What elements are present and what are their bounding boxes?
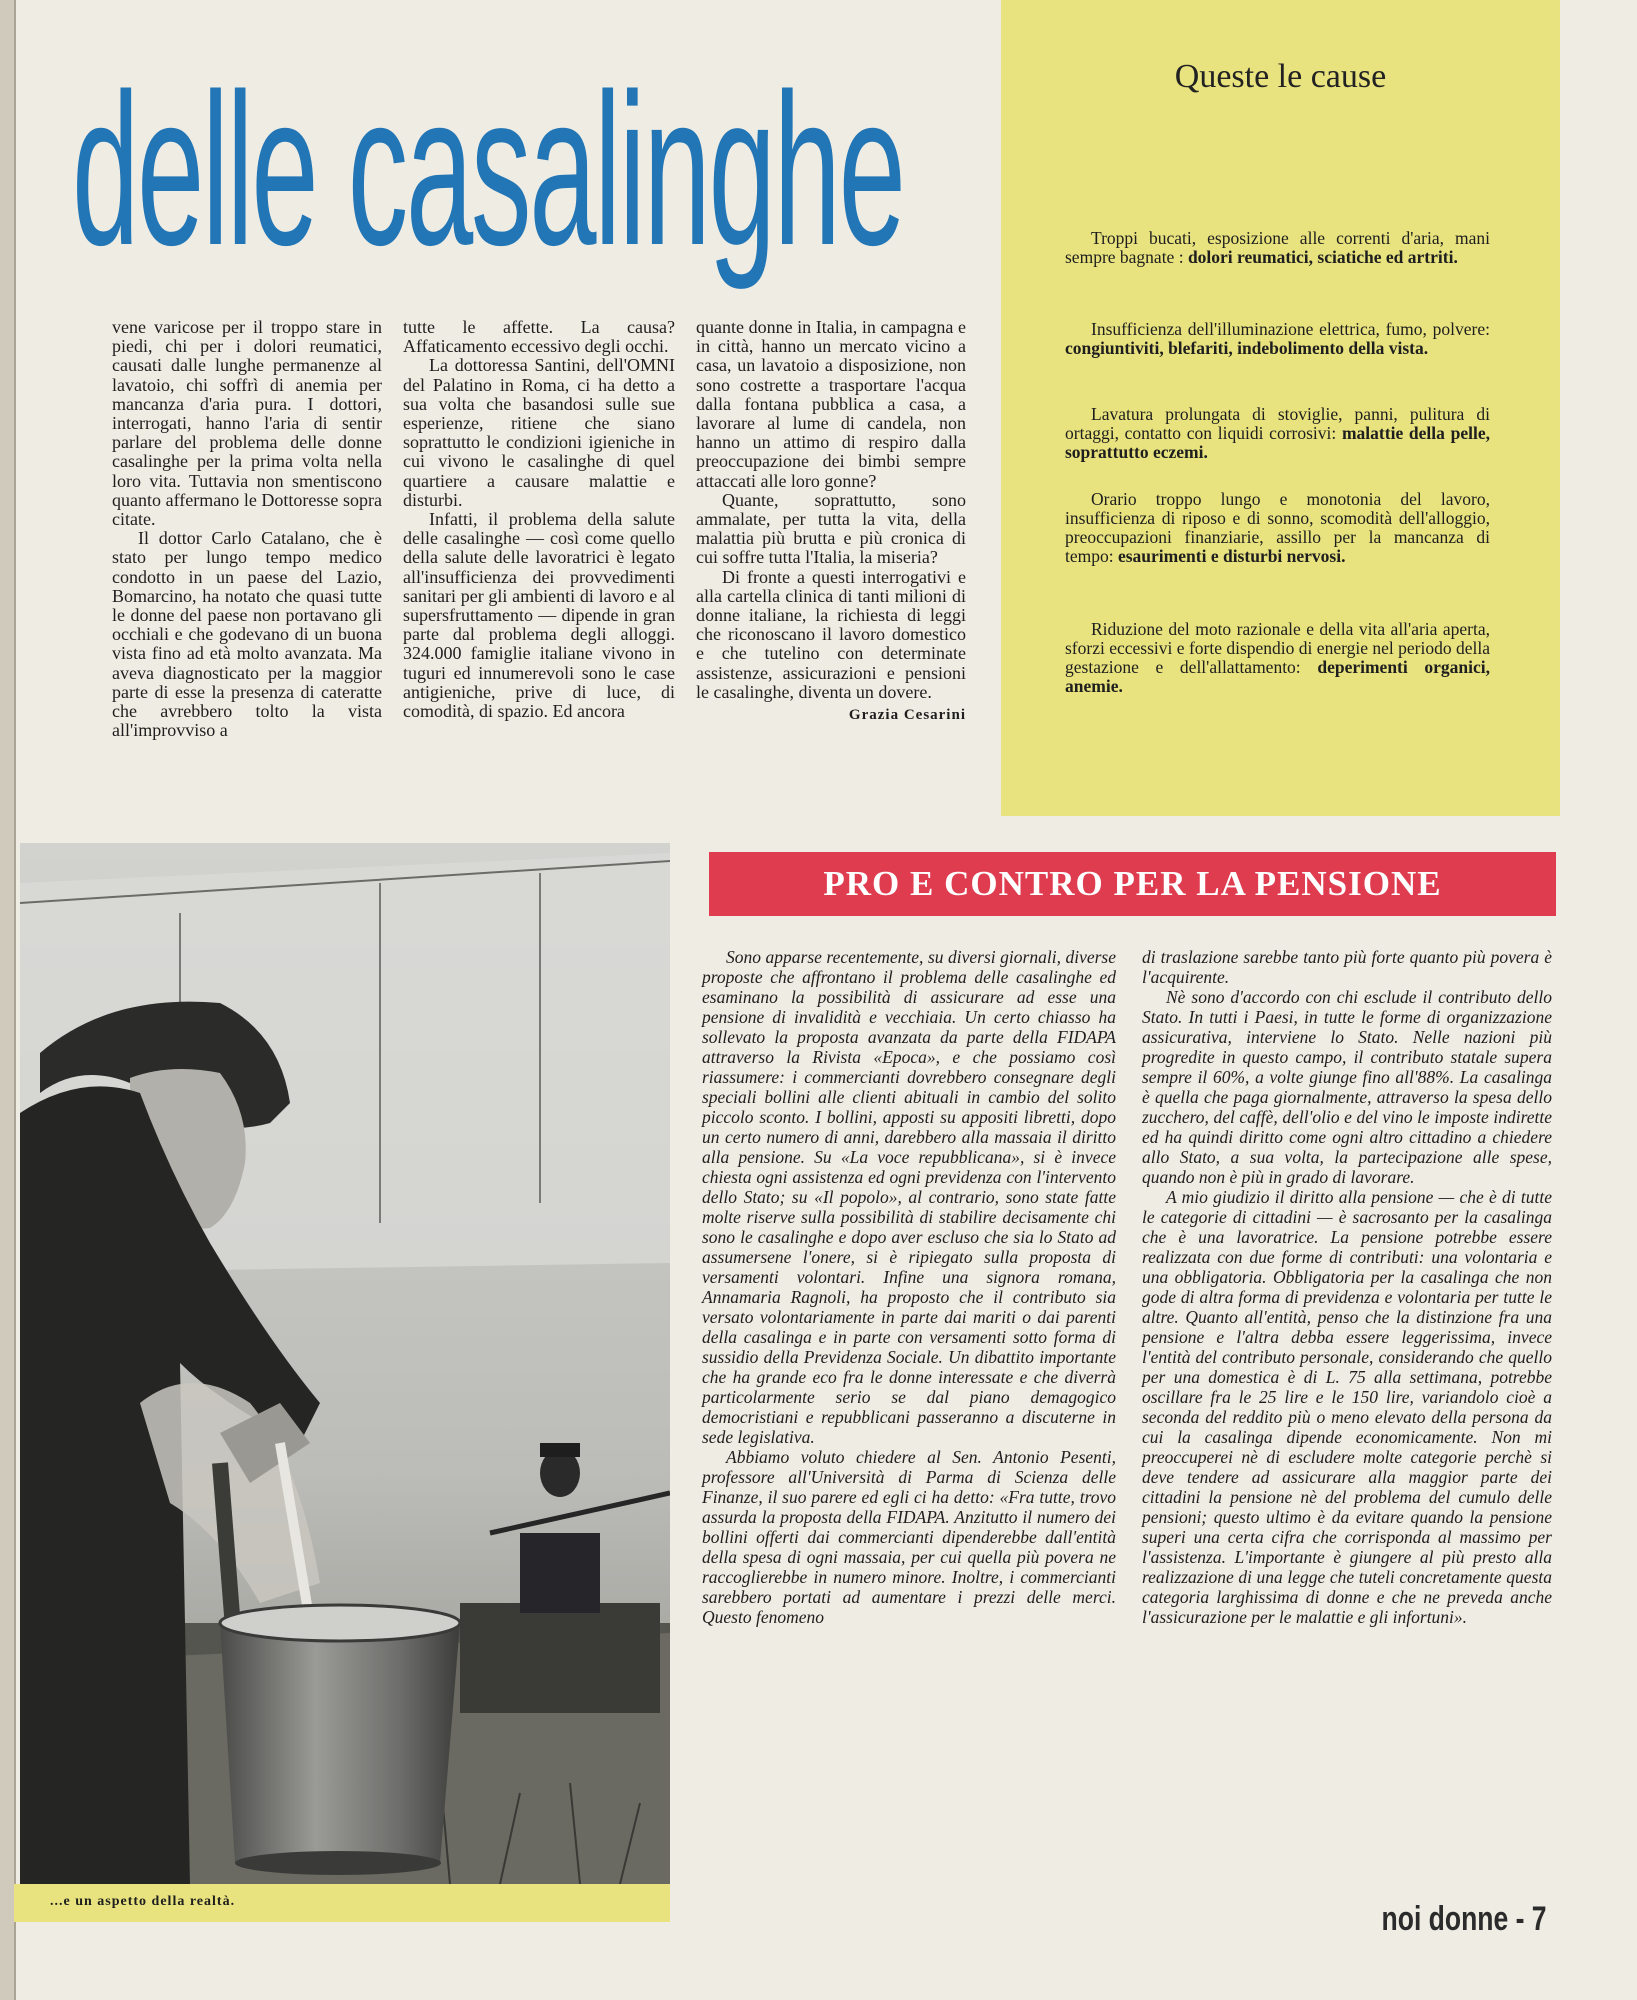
article-column-3 (696, 318, 966, 725)
headline: delle casalinghe (72, 48, 904, 290)
pension-column-1 (702, 947, 1116, 1627)
paragraph: Nè sono d'accordo con chi esclude il contributo dello Stato. In tutti i Paesi, in tutte le forme di organizzazione assicurativa, interviene lo Stato. Nelle nazioni più progredite in questo campo, il contributo statale supera sempre il 60%, a volte giunge fino all'88%. La casalinga è quella che paga giornalmente, attraverso la spesa dello zucchero, del caffè, dell'olio e del vino le imposte indirette ed ha quindi diritto come ogni altro cittadino a chiedere allo Stato, a sua volta, la partecipazione alle spese, quando non è più in grado di lavorare. (1142, 987, 1552, 1187)
photo-caption: ...e un aspetto della realtà. (50, 1894, 236, 1909)
causes-box (1001, 0, 1560, 816)
paragraph: A mio giudizio il diritto alla pensione — che è di tutte le categorie di cittadini — è sacrosanto per la casalinga che è una lavoratrice. La pensione potrebbe essere realizzata con due forme di contributi: una volontaria e una obbligatoria. Obbligatoria per la casalinga che non gode di altra forma di previdenza e volontaria per tutte le altre. Quanto all'entità, penso che la distinzione fra una pensione e l'altra debba essere leggerissima, invece l'entità del contributo personale, considerando che quello per una domestica è di L. 75 alla settimana, potrebbe oscillare fra le 25 lire e le 150 lire, variandolo cioè a seconda del reddito più o meno elevato della persona da cui la casalinga dipende economicamente. Non mi preoccuperei nè di escludere molte categorie perchè si deve tendere ad assicurare alla maggior parte dei cittadini la pensione nè del problema del cumulo delle pensioni; questo ultimo è da evitare quando la pensione superi una certa cifra che corrisponda al massimo per l'assistenza. L'importante è giungere al più presto alla realizzazione di una legge che tuteli concretamente questa categoria larghissima di donne e che ne preveda anche l'assicurazione per le malattie e gli infortuni». (1142, 1187, 1552, 1627)
cause-text: Insufficienza dell'illuminazione elettrica, fumo, polvere: (1091, 319, 1490, 339)
paragraph: Abbiamo voluto chiedere al Sen. Antonio Pesenti, professore all'Università di Parma di Scienza delle Finanze, il suo parere ed egli ci ha detto: «Fra tutte, trovo assurda la proposta della FIDAPA. Anzitutto il numero dei bollini offerti dai commercianti dipenderebbe dall'entità della spesa di ogni massaia, per cui quella più povera ne raccoglierebbe in numero minore. Inoltre, i commercianti sarebbero portati ad aumentare i prezzi delle merci. Questo fenomeno (702, 1447, 1116, 1627)
cause-item (1065, 620, 1490, 696)
cause-text: Lavatura prolungata di stoviglie, panni, pulitura di ortaggi, contatto con liquidi corrosivi: (1065, 404, 1490, 443)
article-column-2 (403, 318, 675, 721)
cause-effect: esaurimenti e disturbi nervosi. (1117, 546, 1346, 566)
paragraph: Sono apparse recentemente, su diversi giornali, diverse proposte che affrontano il problema delle casalinghe ed esaminano la possibilità di assicurare ad esse una pensione di invalidità e vecchiaia. Un certo chiasso ha sollevato la proposta avanzata da parte della FIDAPA attraverso la Rivista «Epoca», e che possiamo così riassumere: i commercianti dovrebbero consegnare degli speciali bollini alle clienti abituali in cambio del solito piccolo sconto. I bollini, apposti su appositi libretti, dopo un certo numero di anni, darebbero alla massaia il diritto alla pensione. Su «La voce repubblicana», si è invece chiesta ogni assistenza ed ogni previdenza con l'intervento dello Stato; su «Il popolo», al contrario, sono state fatte molte riserve sulla possibilità di stabilire decisamente chi sono le casalinghe e dopo aver escluso che sia lo Stato ad assumersene l'onere, si è ripiegato sulla proposta di versamenti volontari. Infine una signora romana, Annamaria Ragnoli, ha proposto che il contributo sia versato volontariamente in parte dai mariti o dai parenti della casalinga e in parte con versamenti sotto forma di sussidio della Previdenza Sociale. Un dibattito importante che ha grande eco fra le donne interessate e che diverrà particolarmente serio se dal piano demagogico democristiani e repubblicani passeranno a discuterne in sede legislativa. (702, 947, 1116, 1447)
paragraph: Il dottor Carlo Catalano, che è stato per lungo tempo medico condotto in un paese del Lazio, Bomarcino, ha notato che quasi tutte le donne del paese non portavano gli occhiali e che godevano di un buona vista fino ad età molto avanzata. Ma aveva diagnosticato per la maggior parte di esse la presenza di cateratte che avrebbero tolto la vista all'improvviso a (112, 528, 382, 741)
article-column-1 (112, 318, 382, 740)
paragraph: quante donne in Italia, in campagna e in città, hanno un mercato vicino a casa, un lavatoio a disposizione, non sono costrette a trasportare l'acqua dalla fontana pubblica a casa, a lavorare al lume di candela, non hanno un attimo di respiro dalla preoccupazione dei bimbi sempre attaccati alle loro gonne? (696, 317, 966, 491)
cause-effect: congiuntiviti, blefariti, indebolimento della vista. (1065, 338, 1429, 358)
cause-item (1065, 320, 1490, 358)
paragraph: vene varicose per il troppo stare in piedi, chi per i dolori reumatici, causati dalle lunghe permanenze al lavatoio, chi soffrì di anemia per mancanza d'aria pura. I dottori, interrogati, hanno l'aria di sentir parlare del problema delle donne casalinghe per la prima volta nella loro vita. Tuttavia non smentiscono quanto affermano le Dottoresse sopra citate. (112, 317, 382, 530)
paragraph: tutte le affette. La causa? Affaticamento eccessivo degli occhi. (403, 317, 675, 357)
paragraph: di traslazione sarebbe tanto più forte quanto più povera è l'acquirente. (1142, 947, 1552, 987)
cause-text: Troppi bucati, esposizione alle correnti d'aria, mani sempre bagnate : (1065, 228, 1490, 267)
cause-text: Riduzione del moto razionale e della vita all'aria aperta, sforzi eccessivi e forte dispendio di energie nel periodo della gestazione e dell'allattamento: (1065, 619, 1490, 677)
paragraph: Infatti, il problema della salute delle casalinghe — così come quello della salute delle lavoratrici è legato all'insufficienza dei provvedimenti sanitari per gli ambienti di lavoro e al supersfruttamento — dipende in gran parte dal problema degli alloggi. 324.000 famiglie italiane vivono in tuguri ed innumerevoli sono le case antigieniche, prive di luce, di comodità, di spazio. Ed ancora (403, 509, 675, 722)
photo-caption-bar (14, 1884, 670, 1922)
cause-effect: dolori reumatici, sciatiche ed artriti. (1187, 247, 1458, 267)
page-binding-edge (0, 0, 16, 2000)
author-byline: Grazia Cesarini (848, 707, 966, 724)
page-footer: noi donne - 7 (1381, 1900, 1547, 1938)
section-title-bar (709, 852, 1556, 916)
causes-title: Queste le cause (1174, 58, 1387, 95)
cause-effect: malattie della pelle, soprattutto eczemi. (1065, 423, 1490, 462)
cause-item (1065, 490, 1490, 566)
paragraph: La dottoressa Santini, dell'OMNI del Palatino in Roma, ci ha detto a sua volta che basandosi sulle sue esperienze, ritiene che siano soprattutto le condizioni igieniche in cui vivono le casalinghe di quel quartiere a causare malattie e disturbi. (403, 355, 675, 510)
paragraph: Di fronte a questi interrogativi e alla cartella clinica di tanti milioni di donne italiane, la richiesta di leggi che riconoscano il lavoro domestico e che tutelino con determinate assistenze, assicurazioni e pensioni le casalinghe, diventa un dovere. (696, 566, 966, 702)
photo-illustration (20, 843, 670, 1884)
paragraph: Quante, soprattutto, sono ammalate, per tutta la vita, della malattia più brutta e più cronica di cui soffre tutta l'Italia, la miseria? (696, 489, 966, 568)
photo-woman-with-bucket (20, 843, 670, 1884)
pension-column-2 (1142, 947, 1552, 1627)
cause-item (1065, 229, 1490, 267)
cause-item (1065, 405, 1490, 462)
section-title: PRO E CONTRO PER LA PENSIONE (823, 864, 1442, 903)
cause-effect: deperimenti organici, anemie. (1065, 657, 1491, 696)
cause-text: Orario troppo lungo e monotonia del lavoro, insufficienza di riposo e di sonno, scomodità dell'alloggio, preoccupazioni finanziarie, assillo per la mancanza di tempo: (1065, 489, 1490, 566)
